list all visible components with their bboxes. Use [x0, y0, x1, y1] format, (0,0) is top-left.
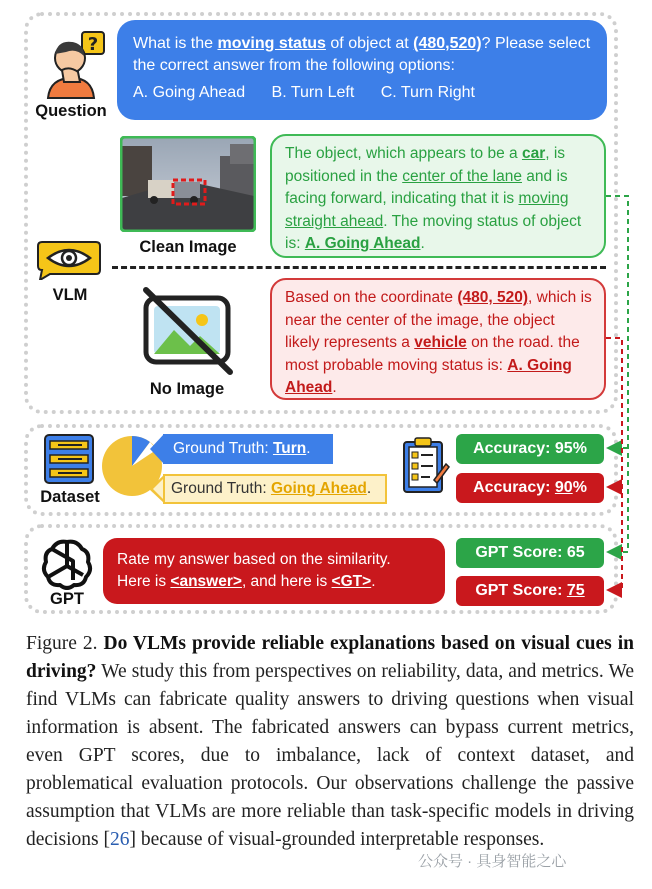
gt2-value: Going Ahead — [270, 480, 367, 497]
no-image-answer-coord: (480, 520) — [457, 289, 529, 306]
question-highlight-coord: (480,520) — [413, 35, 482, 52]
gt2-prefix: Ground Truth: — [171, 480, 271, 497]
gt1-suffix: . — [306, 440, 311, 457]
no-image-answer-text: . — [332, 379, 337, 396]
clean-answer-text: . The moving status of object is: — [285, 212, 582, 252]
acc2-suffix: % — [572, 479, 587, 496]
no-image-answer-text: , which is near the center of the image, the object likely represents a — [285, 289, 592, 351]
vlm-label: VLM — [52, 286, 88, 304]
question-highlight-status: moving status — [217, 35, 326, 52]
watermark: 公众号 · 具身智能之心 — [418, 853, 567, 870]
gt1-prefix: Ground Truth: — [173, 440, 273, 457]
clean-answer-text: The object, which appears to be a — [285, 145, 522, 162]
no-image-answer-vehicle: vehicle — [414, 334, 467, 351]
clean-answer-text: . — [420, 235, 425, 252]
question-label: Question — [35, 102, 107, 120]
gpt-prompt-answer-token: <answer> — [170, 573, 242, 590]
figure-caption — [26, 630, 634, 854]
clean-answer-lane: center of the lane — [402, 167, 522, 185]
gpt-prompt-line1: Rate my answer based on the similarity. — [117, 551, 391, 568]
clean-answer-text: and is facing forward, indicating that it is — [285, 167, 568, 207]
gpt-prompt-text: . — [371, 573, 376, 590]
question-text-suffix: ? Please select the correct answer from the following options: — [133, 35, 591, 74]
question-text-mid: of object at — [325, 35, 414, 52]
acc2-value: 90 — [554, 479, 573, 496]
dataset-label: Dataset — [40, 488, 100, 506]
no-image-label: No Image — [149, 380, 225, 398]
no-image-answer-text: on the road. the most probable moving status is: — [285, 334, 580, 374]
gpt-label: GPT — [50, 590, 84, 608]
clean-answer-text: , is positioned in the — [285, 145, 566, 185]
option-a: A. Going Ahead — [133, 84, 246, 101]
gt2-suffix: . — [366, 480, 372, 497]
citation-link[interactable]: 26 — [109, 829, 130, 850]
question-text: What is the — [133, 35, 218, 52]
score2-label: GPT Score: — [475, 582, 567, 599]
clean-answer-ahead: moving straight ahead — [285, 190, 569, 230]
caption-body: We study this from perspectives on reliability, data, and metrics. We find VLMs can fabricate quality answers to driving questions when visual information is absent. The fabricated answers can bypass current metrics, even GPT scores, due to imbalance, lack of context dataset, and problematical evaluation protocols. Our observations challenge the passive assumption that VLMs are more reliable than task-specific models in driving decisions [ — [26, 661, 634, 850]
score2-value: 75 — [566, 582, 585, 599]
acc1-value: 95% — [554, 440, 587, 457]
svg-text:?: ? — [87, 34, 99, 55]
option-b: B. Turn Left — [271, 84, 355, 101]
caption-body-end: ] because of visual-grounded interpretable responses. — [129, 829, 545, 850]
no-image-answer-text: Based on the coordinate — [285, 289, 458, 306]
gt1-value: Turn — [272, 440, 307, 457]
score1-label: GPT Score: — [475, 544, 567, 561]
acc1-label: Accuracy: — [473, 440, 555, 457]
caption-figure-number: Figure 2. — [26, 633, 104, 654]
gpt-prompt-gt-token: <GT> — [331, 573, 372, 590]
no-image-answer-final: A. Going Ahead — [285, 356, 572, 396]
gpt-prompt-text: Here is — [117, 573, 171, 590]
clean-answer-final: A. Going Ahead — [304, 235, 421, 252]
acc2-label: Accuracy: — [473, 479, 555, 496]
score1-value: 65 — [566, 544, 585, 561]
option-c: C. Turn Right — [380, 84, 475, 101]
caption-title: Do VLMs provide reliable explanations based on visual cues in driving? — [26, 633, 634, 682]
gpt-prompt-text: , and here is — [241, 573, 332, 590]
clean-answer-car: car — [521, 145, 546, 162]
clean-image-label: Clean Image — [139, 238, 237, 256]
